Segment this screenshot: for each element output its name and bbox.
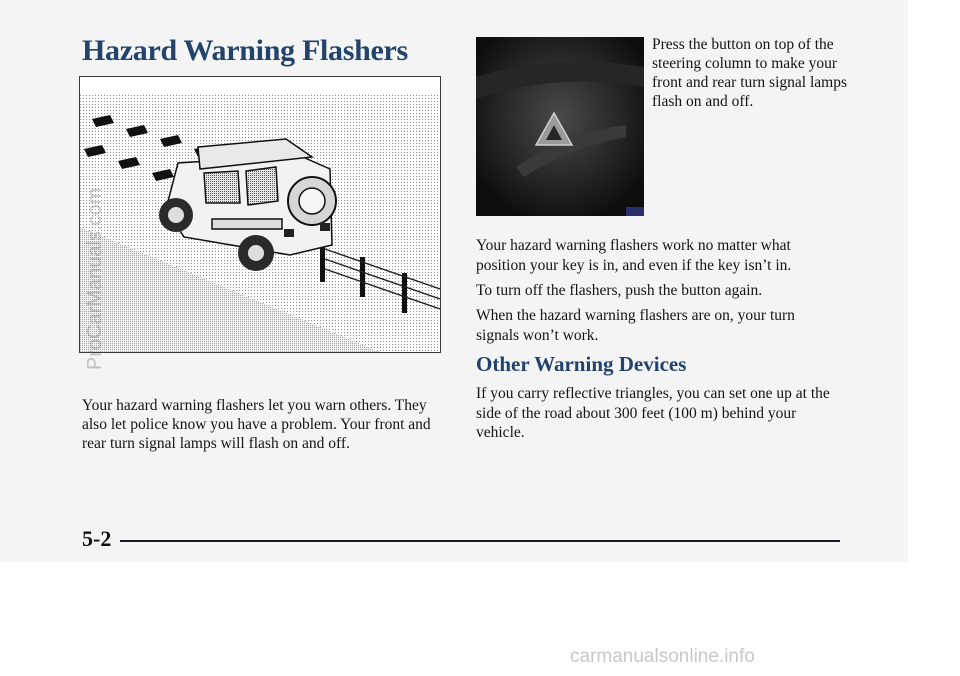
paragraph-reflective-triangles: If you carry reflective triangles, you can set one up at the side of the road about 300 feet (100 m) behind your vehicle. [476,385,830,441]
intro-paragraph: Your hazard warning flashers let you warn others. They also let police know you have a problem. Your front and rear turn signal lamps will flash on and off. [82,397,431,452]
bottom-watermark: carmanualsonline.info [570,646,755,667]
paragraph-turn-signals: When the hazard warning flashers are on, your turn signals won’t work. [476,307,795,344]
hazard-button-photo [476,37,644,216]
side-watermark: ProCarManuals.com [84,187,106,370]
paragraph-turn-off: To turn off the flashers, push the button again. [476,282,763,299]
paragraph-key-position: Your hazard warning flashers work no matter what position your key is in, and even if the key isn’t in. [476,237,792,274]
page-title: Hazard Warning Flashers [82,34,408,67]
vehicle-on-road-drawing [80,77,440,352]
section-title-other-devices: Other Warning Devices [476,352,687,376]
steering-column-photo [476,37,644,216]
photo-caption: Press the button on top of the steering column to make your front and rear turn signal lamps flash on and off. [652,36,847,110]
hazard-vehicle-illustration [79,76,441,353]
footer-rule [120,540,840,542]
page-number: 5-2 [82,526,112,551]
